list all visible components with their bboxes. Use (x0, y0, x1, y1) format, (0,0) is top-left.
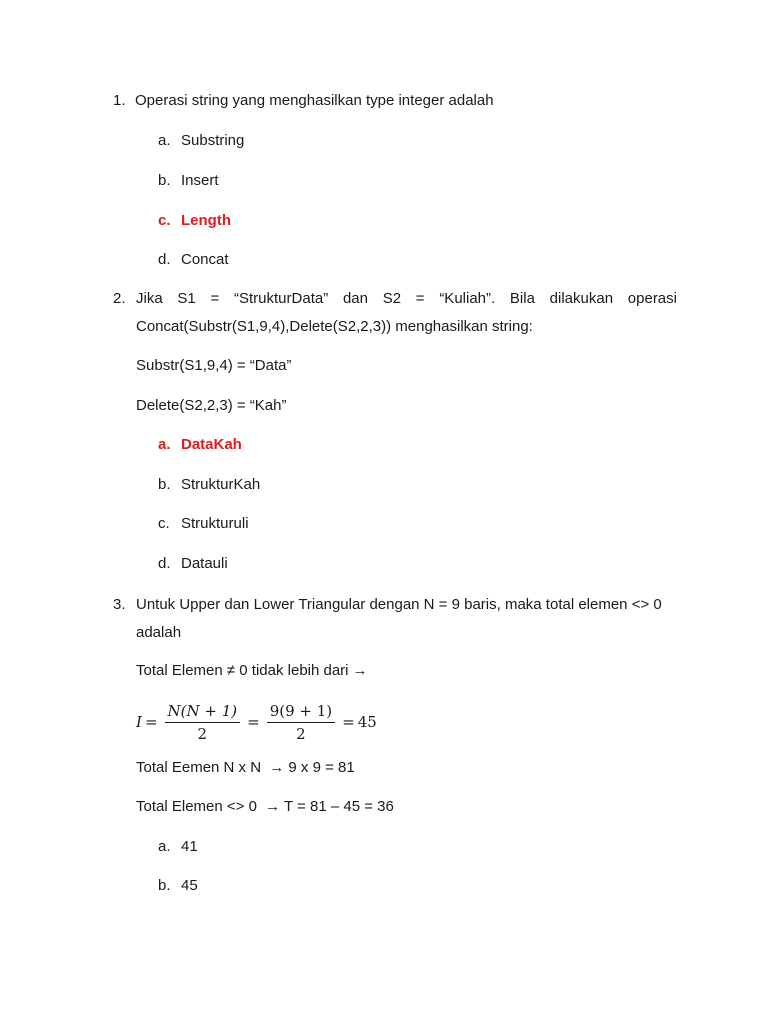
option-letter: a. (158, 132, 171, 149)
working-text: Total Eemen N x N (136, 759, 262, 776)
formula-equals: = (144, 713, 158, 731)
option-text: Length (181, 212, 231, 229)
option-letter: c. (158, 515, 170, 532)
formula-fraction (267, 702, 335, 743)
formula-lhs: I (136, 713, 142, 731)
option-letter: a. (158, 436, 171, 453)
formula (136, 700, 377, 744)
working-line (136, 759, 355, 777)
option-item (158, 838, 198, 856)
question-text-line: Jika S1 = “StrukturData” dan S2 = “Kuliah”. Bila dilakukan operasi (136, 290, 677, 307)
option-item (158, 555, 228, 573)
option-text: StrukturKah (181, 476, 261, 493)
formula-equals: = (342, 713, 355, 731)
working-line (136, 662, 368, 680)
option-text: 41 (181, 838, 198, 855)
fraction-denominator: 2 (197, 724, 208, 743)
option-text: Datauli (181, 555, 228, 572)
working-text: Total Elemen <> 0 (136, 798, 257, 815)
fraction-numerator: N(N + 1) (165, 702, 241, 723)
fraction-numerator: 9(9 + 1) (267, 702, 335, 723)
question-number: 2. (113, 290, 126, 307)
option-text: Strukturuli (181, 515, 249, 532)
question-text-line: adalah (136, 624, 182, 641)
option-item (158, 172, 219, 190)
option-letter: c. (158, 212, 171, 229)
arrow-right-icon: → (265, 798, 281, 815)
working-line: Delete(S2,2,3) = “Kah” (136, 397, 287, 414)
option-text: Concat (181, 251, 229, 268)
option-item-correct (158, 436, 242, 454)
option-item (158, 476, 260, 494)
formula-result: 45 (357, 713, 377, 731)
question-1 (113, 92, 494, 110)
working-line: Substr(S1,9,4) = “Data” (136, 357, 292, 374)
formula-equals: = (247, 713, 260, 731)
option-text: 45 (181, 877, 198, 894)
working-text: 9 x 9 = 81 (288, 759, 355, 776)
working-text: Total Elemen ≠ 0 tidak lebih dari (136, 662, 349, 679)
option-text: Substring (181, 132, 245, 149)
arrow-right-icon: → (352, 662, 368, 679)
option-letter: d. (158, 555, 171, 572)
option-letter: b. (158, 172, 171, 189)
question-number: 1. (113, 92, 126, 109)
option-item-correct (158, 212, 231, 230)
option-text: DataKah (181, 436, 242, 453)
option-item (158, 515, 249, 533)
question-number: 3. (113, 596, 126, 613)
fraction-denominator: 2 (296, 724, 306, 743)
option-letter: d. (158, 251, 171, 268)
option-item (158, 132, 244, 150)
working-text: T = 81 – 45 = 36 (284, 798, 394, 815)
question-text-line: Concat(Substr(S1,9,4),Delete(S2,2,3)) menghasilkan string: (136, 318, 533, 335)
option-letter: b. (158, 877, 171, 894)
question-text-line: Untuk Upper dan Lower Triangular dengan N = 9 baris, maka total elemen <> 0 (136, 596, 662, 613)
option-text: Insert (181, 172, 219, 189)
working-line (136, 798, 394, 816)
question-text: Operasi string yang menghasilkan type integer adalah (135, 92, 494, 109)
option-letter: a. (158, 838, 171, 855)
arrow-right-icon: → (269, 759, 285, 776)
option-item (158, 251, 229, 269)
option-item (158, 877, 198, 895)
formula-fraction (165, 702, 241, 743)
option-letter: b. (158, 476, 171, 493)
